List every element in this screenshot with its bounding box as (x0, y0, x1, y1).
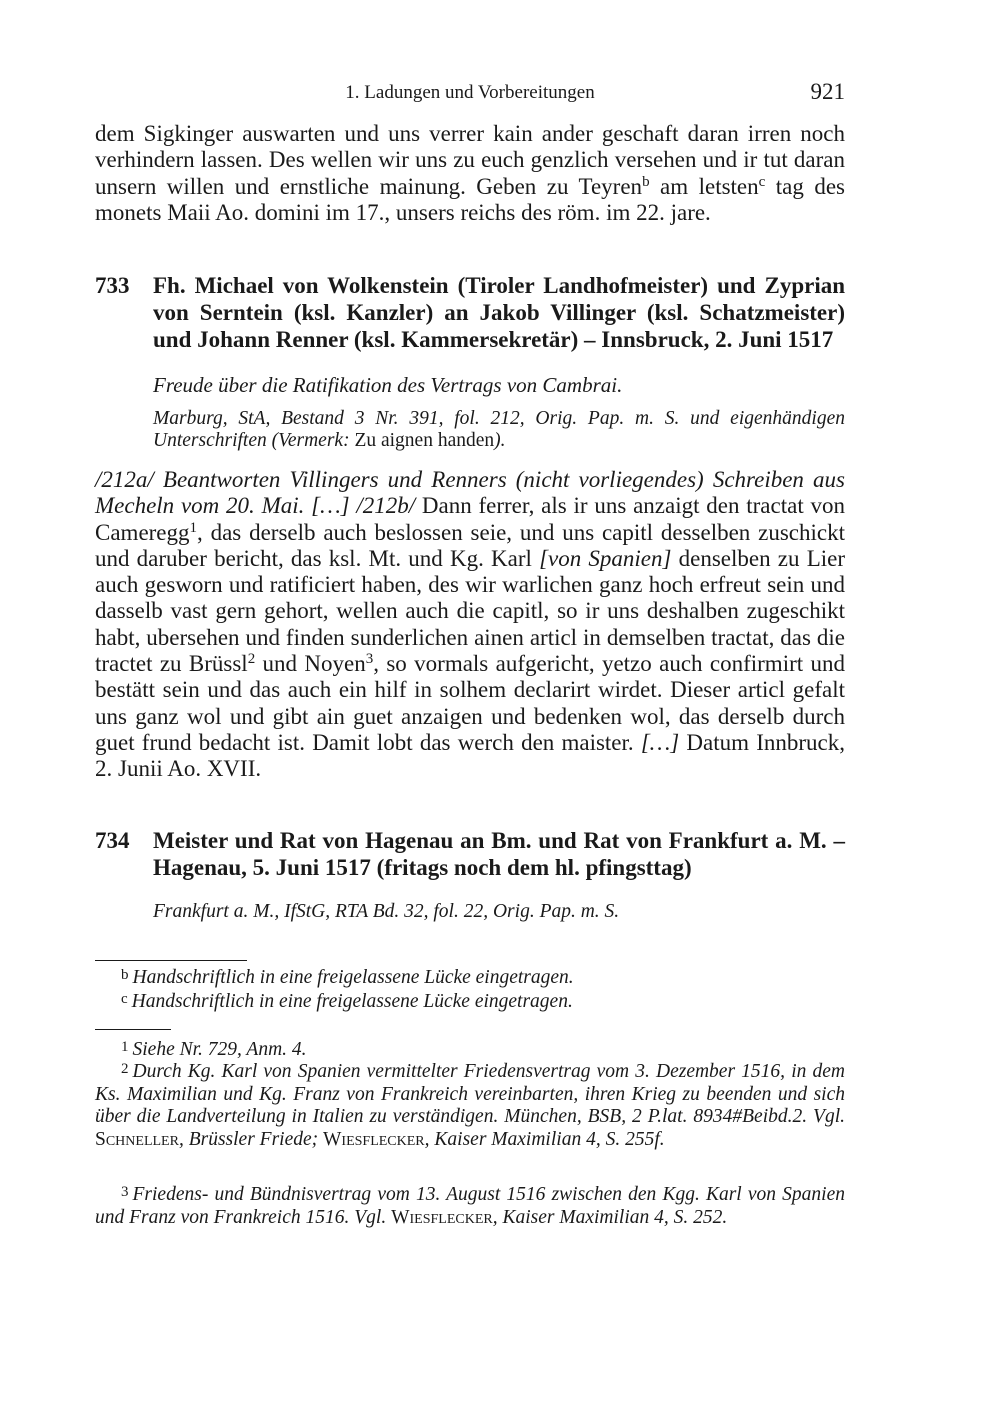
editorial-insertion: [von Spanien] (539, 545, 672, 571)
footnote-2 (95, 1058, 845, 1151)
editorial-note: /212a/ Beantworten Villingers und Renners (nicht vorliegendes) Schreiben aus Mecheln vom 20. Mai. […] /212b/ (95, 467, 845, 519)
body-text: und Noyen (255, 651, 366, 677)
footnote-ref-c[interactable]: c (758, 173, 766, 190)
source-text-end: ). (494, 430, 506, 451)
author-name: Wiesflecker (391, 1206, 493, 1228)
page-header (95, 80, 845, 108)
footnote-text: Siehe Nr. 729, Anm. 4. (132, 1039, 307, 1060)
page-number: 921 (810, 79, 845, 104)
footnote-text: , Brüssler Friede; (178, 1128, 324, 1150)
author-name: Wiesflecker (323, 1128, 425, 1150)
body-text: Datum Innbruck, 2. Junii Ao. XVII. (95, 729, 845, 782)
footnote-text: Durch Kg. Karl von Spanien vermittelter Friedensvertrag vom 3. Dezember 1516, in dem Ks. Maximilian und Kg. Franz von Frankreich vereinbarten, ihren Krieg zu beenden und sich über die Landverteilung in Italien zu verständigen. München, BSB, 2 P.lat. 8934#Beibd.2. Vgl. (95, 1061, 845, 1127)
footnote-text: Handschriftlich in eine freigelassene Lücke eingetragen. (131, 991, 573, 1012)
intro-text-1: dem Sigkinger auswarten und uns verrer kain ander geschaft daran irren noch verhindern lassen. Des wellen wir uns zu euch genzlich versehen und ir tut daran unsern willen und ernstliche mainung. Geben zu Teyren (95, 121, 845, 199)
source-reference: Frankfurt a. M., IfStG, RTA Bd. 32, fol. 22, Orig. Pap. m. S. (153, 901, 620, 922)
document-733-heading (95, 272, 845, 353)
intro-text-3: tag des monets Maii Ao. domini im 17., unsers reichs des röm. im 22. jare. (95, 173, 846, 225)
footnote-ref-1[interactable]: 1 (189, 519, 198, 536)
document-number: 734 (95, 828, 130, 853)
footnote-mark: b (121, 967, 129, 983)
document-title: Meister und Rat von Hagenau an Bm. und Rat von Frankfurt a. M. – Hagenau, 5. Juni 1517 (fritags noch dem hl. pfingsttag) (153, 828, 845, 880)
body-text: , so vormals aufgericht, yetzo auch confirmirt und bestätt sein und das auch ein hilf in solhem declarirt wirdet. Dieser articl gefalt uns ganz wol und gibt ain guet anzaigen und bedenken wol, das derselb durch guet frund bedacht ist. Damit lobt das werch den maister. (95, 651, 845, 755)
footnote-ref-b[interactable]: b (642, 173, 650, 190)
editorial-omission: […] (640, 729, 680, 755)
document-summary: Freude über die Ratifikation des Vertrags von Cambrai. (153, 373, 623, 397)
source-text: Marburg, StA, Bestand 3 Nr. 391, fol. 212, Orig. Pap. m. S. und eigenhändigen Unterschriften (Vermerk: (153, 408, 845, 451)
footnote-mark: 1 (121, 1039, 129, 1055)
footnote-divider (95, 960, 247, 961)
footnote-text: , Kaiser Maximilian 4, S. 252. (492, 1206, 728, 1228)
author-name: Schneller (95, 1128, 179, 1150)
footnote-text: Handschriftlich in eine freigelassene Lücke eingetragen. (132, 967, 574, 988)
footnote-mark: c (121, 991, 128, 1007)
footnote-ref-2[interactable]: 2 (247, 651, 256, 668)
intro-text-2: am letsten (649, 173, 759, 199)
document-title: Fh. Michael von Wolkenstein (Tiroler Landhofmeister) und Zyprian von Serntein (ksl. Kanzler) an Jakob Villinger (ksl. Schatzmeister) und Johann Renner (ksl. Kammersekretär) – Innsbruck, 2. Juni 1517 (153, 273, 845, 352)
document-733-body (95, 467, 845, 783)
footnote-text: , Kaiser Maximilian 4, S. 255f. (424, 1128, 665, 1150)
body-text: denselben zu Lier auch gesworn und ratificiert haben, des wir warlichen ganz hoch erfreut sein und dasselb vast gern gehort, wellen auch die capitl, so ir uns deshalben zugeschikt habt, ubersehen und finden sunderlichen ainen articl in demselben tractat, das die tractet zu Brüssl (95, 545, 845, 677)
footnote-ref-3[interactable]: 3 (365, 651, 374, 668)
footnote-text: Friedens- und Bündnisvertrag vom 13. August 1516 zwischen den Kgg. Karl von Spanien und Franz von Frankreich 1516. Vgl. (95, 1184, 845, 1228)
body-text: Dann ferrer, als ir uns anzaigt den tractat von Cameregg (95, 493, 845, 545)
footnote-c (95, 988, 845, 1014)
document-number: 733 (95, 273, 130, 298)
footnote-3 (95, 1181, 845, 1229)
footnote-mark: 3 (121, 1184, 129, 1200)
document-734-heading (95, 827, 845, 881)
body-text: , das derselb auch beslossen seie, und uns capitl desselben zuschickt und daruber bericht, das ksl. Mt. und Kg. Karl (95, 519, 845, 571)
source-reference (153, 408, 845, 452)
intro-paragraph (95, 121, 845, 226)
footnote-b (95, 964, 845, 990)
running-title: 1. Ladungen und Vorbereitungen (345, 82, 595, 103)
footnote-mark: 2 (121, 1061, 129, 1077)
footnote-divider (95, 1029, 171, 1030)
source-note: Zu aignen handen (354, 430, 495, 451)
